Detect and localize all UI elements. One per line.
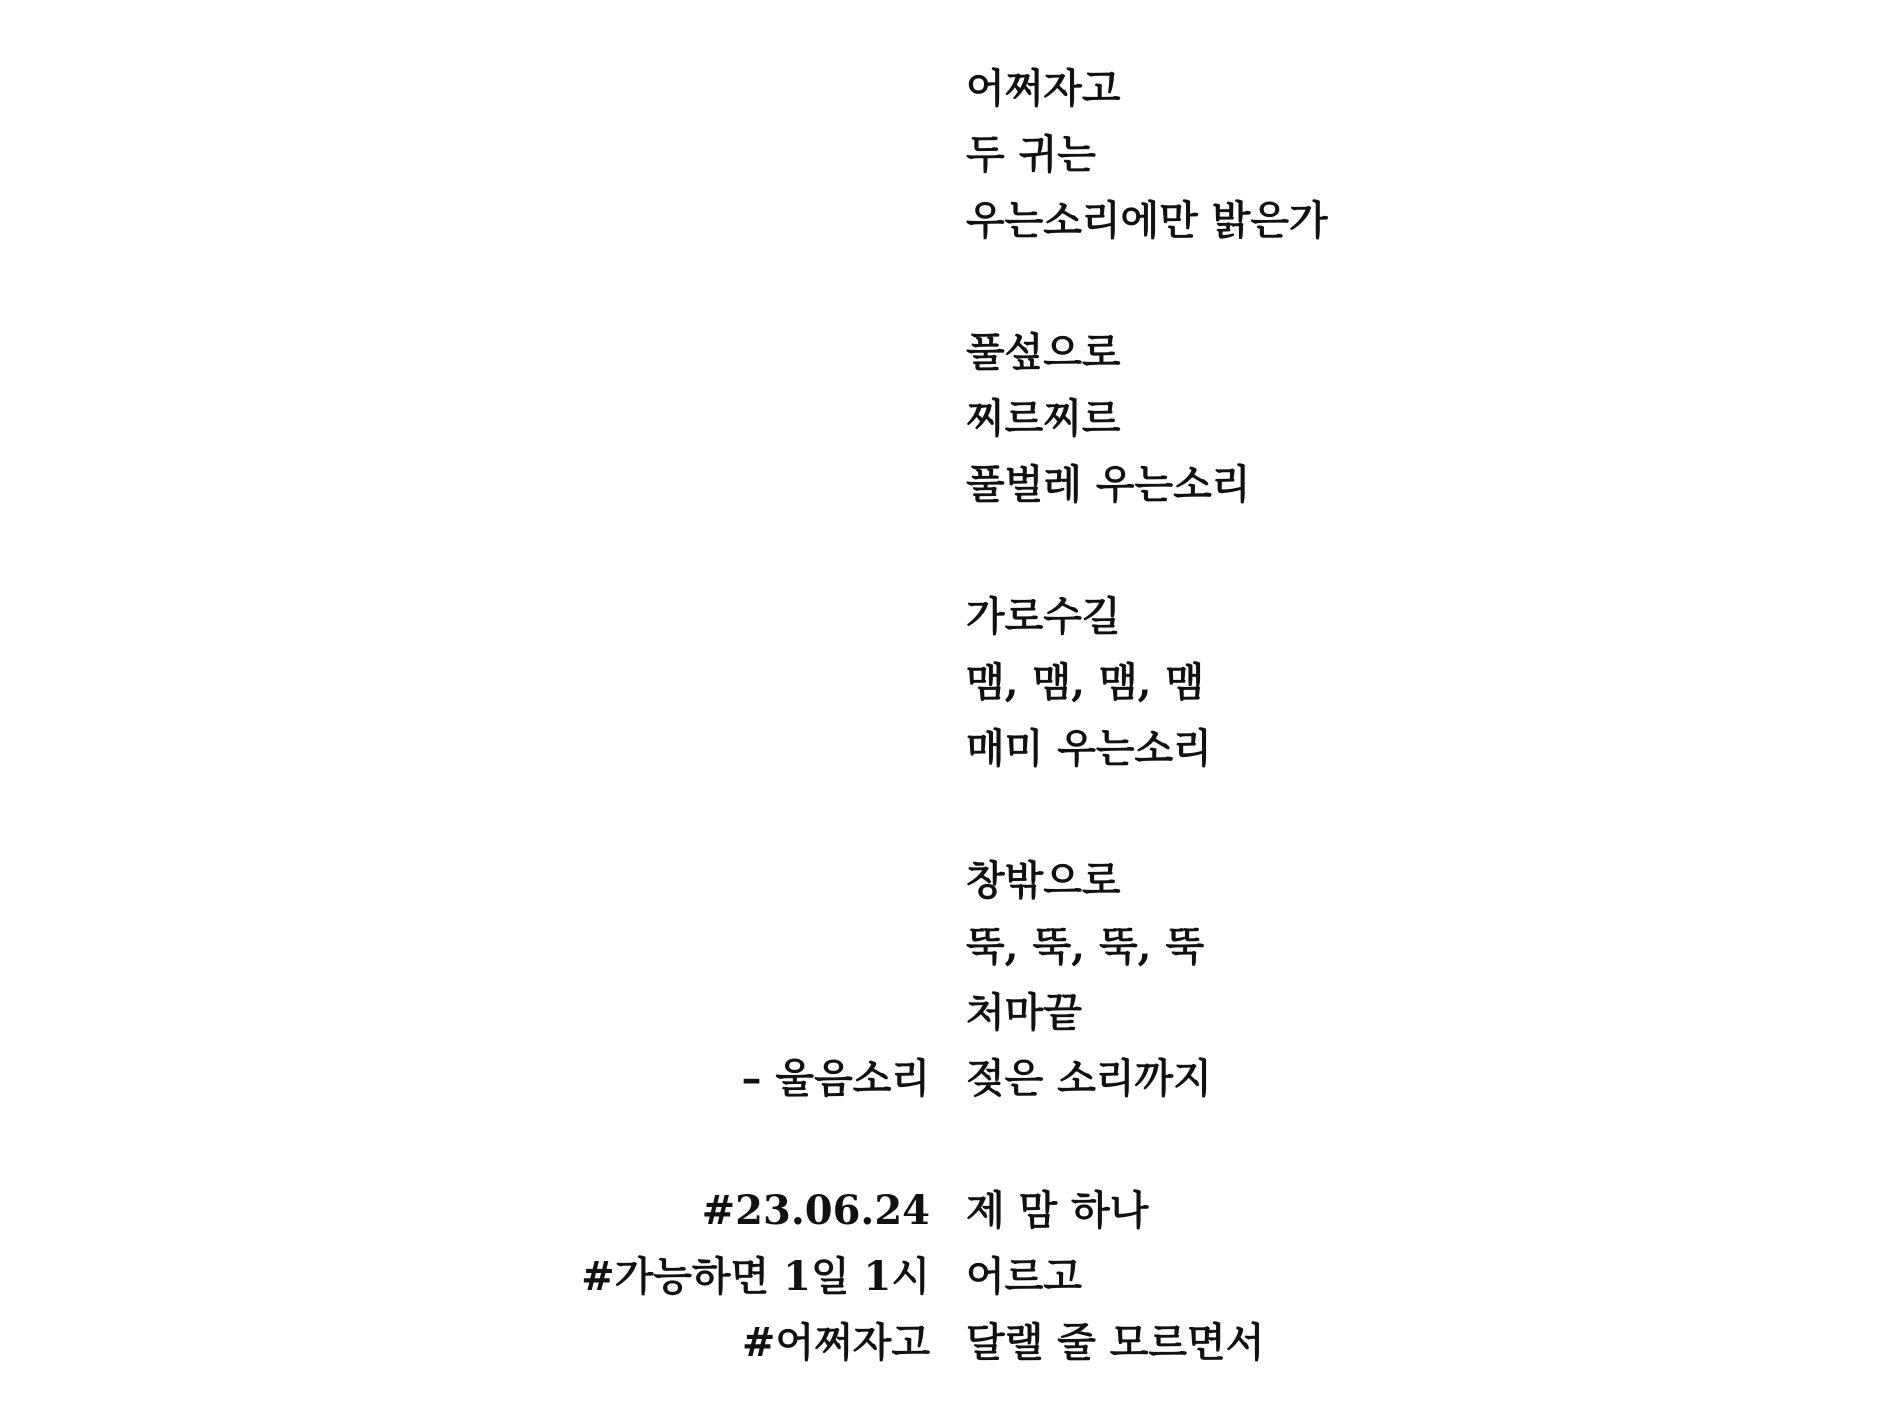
poem-line: 우는소리에만 밝은가 xyxy=(966,197,1328,244)
stanza-break xyxy=(966,782,1328,848)
poem-line: 풀벌레 우는소리 xyxy=(966,461,1251,508)
poem-line: 어쩌자고 xyxy=(966,65,1121,112)
date-tag: #23.06.24 xyxy=(701,1187,930,1234)
poem-line: 두 귀는 xyxy=(966,131,1096,178)
poem-line: 처마끝 xyxy=(966,989,1082,1036)
poem-line: 가로수길 xyxy=(966,593,1121,640)
poem-line: 뚝, 뚝, 뚝, 뚝 xyxy=(966,923,1205,970)
poem-line: 풀섶으로 xyxy=(966,329,1121,376)
stanza-break xyxy=(966,1112,1328,1178)
daily-poem-tag: #가능하면 1일 1시 xyxy=(581,1253,930,1300)
poem-line: 달랠 줄 모르면서 xyxy=(966,1319,1265,1366)
stanza-break xyxy=(966,254,1328,320)
poem-line: 젖은 소리까지 xyxy=(966,1055,1212,1102)
poem-body xyxy=(966,56,1328,1376)
poem-line: 매미 우는소리 xyxy=(966,725,1212,772)
poem-line: 어르고 xyxy=(966,1253,1082,1300)
stanza-break xyxy=(966,518,1328,584)
poem-line: 제 맘 하나 xyxy=(966,1187,1149,1234)
poem-line: 창밖으로 xyxy=(966,857,1121,904)
poem-title: – 울음소리 xyxy=(741,1055,930,1102)
poem-line: 찌르찌르 xyxy=(966,395,1121,442)
title-tag: #어쩌자고 xyxy=(741,1319,930,1366)
poem-line: 맴, 맴, 맴, 맴 xyxy=(966,659,1205,706)
